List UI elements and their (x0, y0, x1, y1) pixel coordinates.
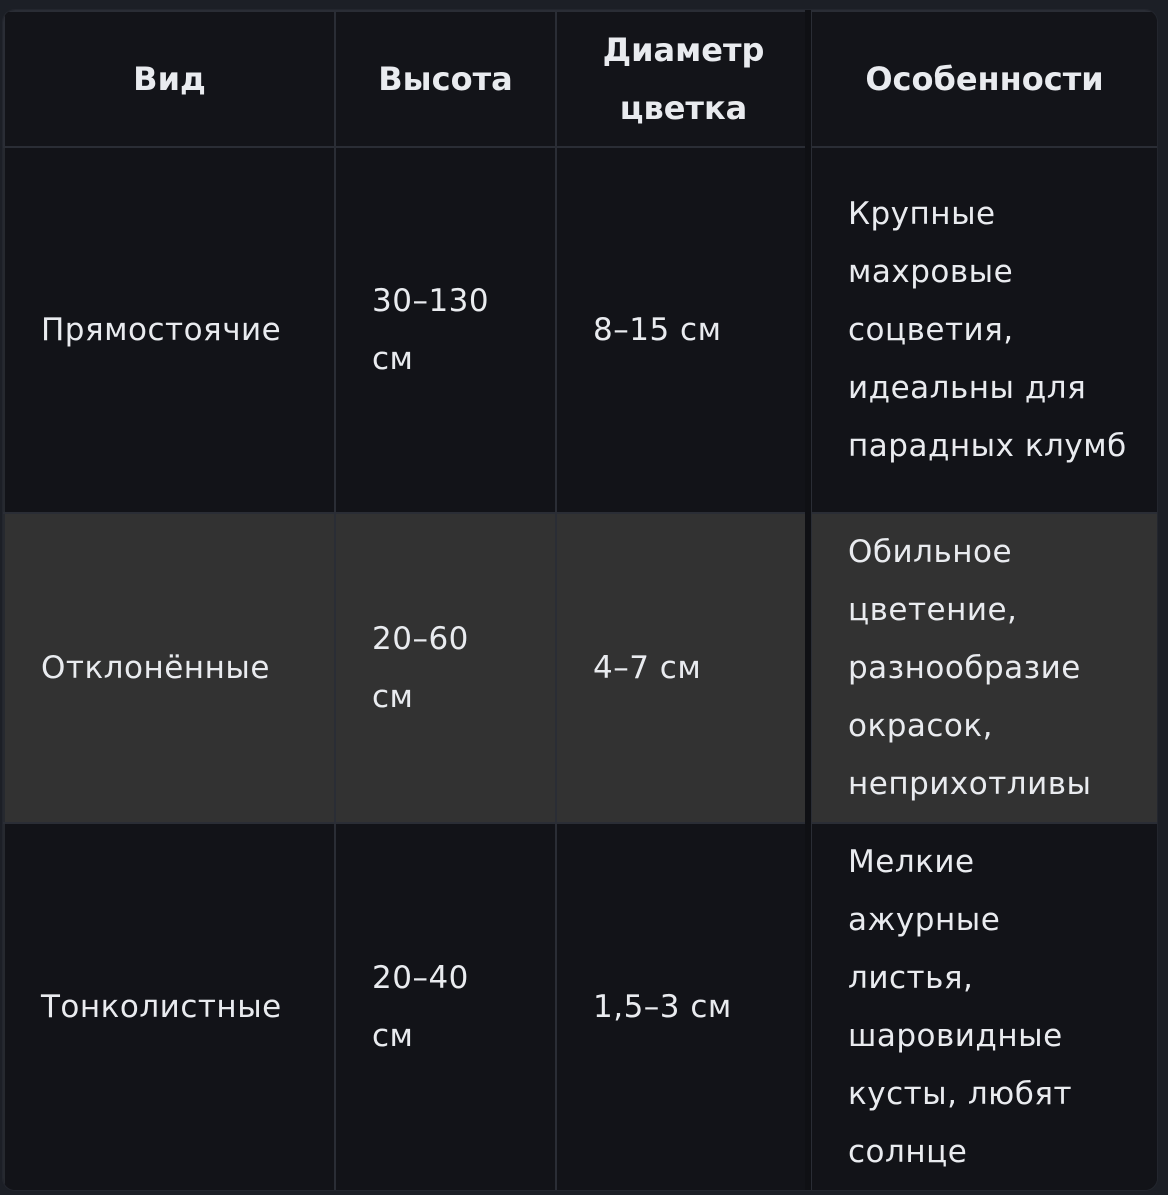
cell-type: Прямостоячие (4, 147, 335, 513)
marigold-types-table-container (3, 10, 1157, 1190)
header-flower-diameter: Диаметр цветка (556, 11, 811, 147)
header-row (4, 11, 1157, 147)
header-type: Вид (4, 11, 335, 147)
cell-height: 20–60 см (335, 513, 556, 823)
cell-flower-diameter: 1,5–3 см (556, 823, 811, 1190)
cell-height: 20–40 см (335, 823, 556, 1190)
cell-features: Мелкие ажурные листья, шаровидные кусты, любят солнце (811, 823, 1157, 1190)
cell-flower-diameter: 4–7 см (556, 513, 811, 823)
header-height: Высота (335, 11, 556, 147)
table-row (4, 823, 1157, 1190)
cell-features: Крупные махровые соцветия, идеальны для парадных клумб (811, 147, 1157, 513)
cell-type: Тонколистные (4, 823, 335, 1190)
cell-height: 30–130 см (335, 147, 556, 513)
cell-flower-diameter: 8–15 см (556, 147, 811, 513)
cell-type: Отклонённые (4, 513, 335, 823)
table-body (4, 147, 1157, 1190)
cell-features: Обильное цветение, разнообразие окрасок, неприхотливы (811, 513, 1157, 823)
table-row (4, 513, 1157, 823)
table-header (4, 11, 1157, 147)
header-features: Особенности (811, 11, 1157, 147)
marigold-types-table (3, 10, 1157, 1190)
table-row (4, 147, 1157, 513)
